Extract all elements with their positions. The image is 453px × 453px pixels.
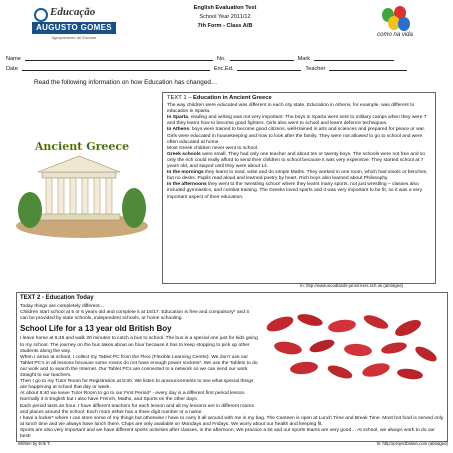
enced-label: Enc.Ed. bbox=[213, 66, 234, 72]
petal-blue-icon bbox=[398, 17, 410, 31]
page-header bbox=[0, 0, 453, 52]
text1-paragraph bbox=[167, 152, 431, 170]
text1-label bbox=[167, 95, 431, 101]
text1-span: were small. They had only one teacher and about ten or twenty boys. The schools were not free and so only the rich could really afford to send their children to school because it was very expensive. They started school at 7 years old, and stayed until they were about 14. bbox=[167, 151, 426, 170]
text1-paragraph: Most Greek children never went to school. bbox=[167, 145, 259, 151]
text2-lead-line: Today things are completely different… bbox=[20, 304, 105, 310]
school-logo bbox=[32, 6, 116, 46]
text2-paragraph: Then I go to my Tutor Room for Registration at 8:30. We listen to announcements to see what special things are happening at school that day or week. bbox=[20, 379, 254, 391]
text1-bold: Greek schools bbox=[167, 151, 201, 157]
mark-field[interactable] bbox=[314, 54, 394, 61]
text2-paragraph: Sports are also very important and we have different sports activities after classes, in the afternoon. We practice a lot and our sports teams are very good… At school, we always work to do our best! bbox=[20, 427, 435, 439]
logo-text-top: Educação bbox=[50, 6, 96, 18]
como-na-vida-logo bbox=[374, 4, 416, 44]
text2-footer bbox=[18, 441, 448, 446]
temple-step bbox=[38, 214, 120, 220]
text1-paragraph: Girls were educated in housekeeping and how to look after the family. They were not allowed to go to school and were often educated at home. bbox=[167, 133, 423, 145]
text1-paragraph bbox=[167, 127, 431, 133]
text1-bold: In the afternoons bbox=[167, 182, 207, 188]
test-title: English Evaluation Test bbox=[193, 5, 257, 11]
text1-bold: In Sparta bbox=[167, 115, 188, 121]
instruction-text: Read the following information on how Education has changed… bbox=[34, 79, 218, 86]
text2-paragraph: I leave home at 6:45 and walk 20 minutes to catch a bus to school. The bus is a special one just for kids going to my school. The journey on the bus takes about an hour because it has to keep stopping to pick up other students along the way. bbox=[20, 336, 258, 354]
mark-label: Mark bbox=[297, 56, 311, 62]
text2-body bbox=[20, 336, 258, 415]
text1-label-prefix: TEXT 1 – bbox=[167, 95, 193, 101]
text2-body-full bbox=[20, 416, 444, 440]
logo-circle-icon bbox=[34, 8, 48, 22]
number-field[interactable] bbox=[230, 54, 294, 61]
text2-paragraph: I have a locker* where I can store some of my things but otherwise I have to carry it all around with me in my bag. The Canteen is open at Lunch Time and Break Time. Most hot food is served only at lunch time and we always have lunch there. Chips are only available on Mondays and Fridays. We worry about our health and keeping fit. bbox=[20, 415, 444, 427]
text1-paragraph bbox=[167, 115, 431, 127]
fields-row-2 bbox=[6, 64, 446, 74]
text2-heading: School Life for a 13 year old British Boy bbox=[20, 324, 172, 334]
school-shoes-photo bbox=[258, 306, 444, 384]
text1-span: , boys were trained to become good citizens, well-trained in arts and sciences and prepared for peace or war. bbox=[189, 127, 426, 133]
temple-roof-base bbox=[42, 172, 116, 178]
logo-right-text: como na vida bbox=[377, 32, 413, 38]
text2-author: Written by Erik T. bbox=[18, 441, 51, 446]
temple-pediment bbox=[38, 156, 120, 172]
text1-span: they learnt to read, write and do simple Maths. They worked in one room, which had stools or benches, but no desks. Pupils read aloud and learned poetry by heart. Rich boys also learned about Philosophy. bbox=[167, 170, 428, 182]
student-fields bbox=[6, 54, 446, 74]
text2-lead bbox=[20, 304, 252, 322]
text1-paragraph bbox=[167, 182, 431, 200]
text1-label-title: Education in Ancient Greece bbox=[193, 95, 272, 101]
text1-source: In: http://www.woodlands-junior.kent.sch.uk (abridged) bbox=[300, 283, 403, 288]
text2-source: In: http://projectbritain.com (abridged) bbox=[376, 441, 448, 446]
tree-right bbox=[122, 188, 146, 228]
text2-lead-line: Children start school at 5 or 6 years old and complete it at 16/17. Education is free and compulsory* and it can be provided by state schools, independent schools, or home schooling. bbox=[20, 310, 249, 322]
test-title-block bbox=[150, 4, 300, 31]
fields-row-1 bbox=[6, 54, 446, 64]
text1-bold: In the mornings bbox=[167, 170, 204, 176]
tree-left bbox=[18, 192, 42, 228]
text1-span: they went to the 'wrestling school' where they learnt many sports, not just wrestling – classes also included gymnastics, and combat training. The Greeks loved sports and it was very important to be fit, so it was a very important aspect of their education. bbox=[167, 182, 423, 200]
name-label: Name bbox=[6, 56, 21, 62]
text2-paragraph: At about 8:40 we leave Tutor Room to go to our First Period* - every day is a different first period lesson. Normally it is English but I also have French, Maths, and Sports on the other days. bbox=[20, 391, 246, 403]
ancient-greece-illustration bbox=[12, 136, 152, 240]
date-label: Date bbox=[6, 66, 18, 72]
form-class: 7th Form - Class A/B bbox=[197, 23, 253, 29]
teacher-label: Teacher bbox=[305, 66, 326, 72]
teacher-field[interactable] bbox=[329, 64, 407, 71]
ancient-greece-caption: Ancient Greece bbox=[34, 140, 130, 153]
number-label: No. bbox=[216, 56, 226, 62]
name-field[interactable] bbox=[25, 54, 213, 61]
logo-text-mid: AUGUSTO GOMES bbox=[32, 22, 116, 34]
text1-bold: In Athens bbox=[167, 127, 190, 133]
text1-paragraph bbox=[167, 170, 431, 182]
text2-paragraph: Each period lasts an hour. I have different teachers for each lesson and all my lessons are in different rooms and places around the school. Each room either has a three digit number or a name. bbox=[20, 403, 254, 415]
enced-field[interactable] bbox=[237, 64, 301, 71]
text2-paragraph: When I arrive at school, I collect my Tablet PC from the Flexi (Flexible Learning Centre). We don't use our Tablet PC's in all lessons because some rooms do not have enough power sockets*. We use the Tablets to do our work and to search the Internet. Our Tablet PCs are connected to a network so we can send our work straight to our teachers. bbox=[20, 354, 258, 379]
date-field[interactable] bbox=[22, 64, 210, 71]
text2-label: TEXT 2 - Education Today bbox=[20, 295, 94, 301]
temple-columns bbox=[46, 178, 112, 214]
text1-paragraph: The way children were educated was different in each city state. Education in Athens, for example, was different to education in Sparta. bbox=[167, 103, 415, 115]
logo-text-bottom: Agrupamento de Escolas bbox=[51, 35, 97, 40]
text1-span: , reading and writing was not very important. The boys in Sparta were sent to military camps when they were 7 and they learnt how to become good fighters. Girls also went to school and learnt defence techniques. bbox=[167, 115, 427, 127]
text1-box bbox=[162, 92, 436, 284]
school-year: School Year 2011/12 bbox=[199, 14, 251, 20]
